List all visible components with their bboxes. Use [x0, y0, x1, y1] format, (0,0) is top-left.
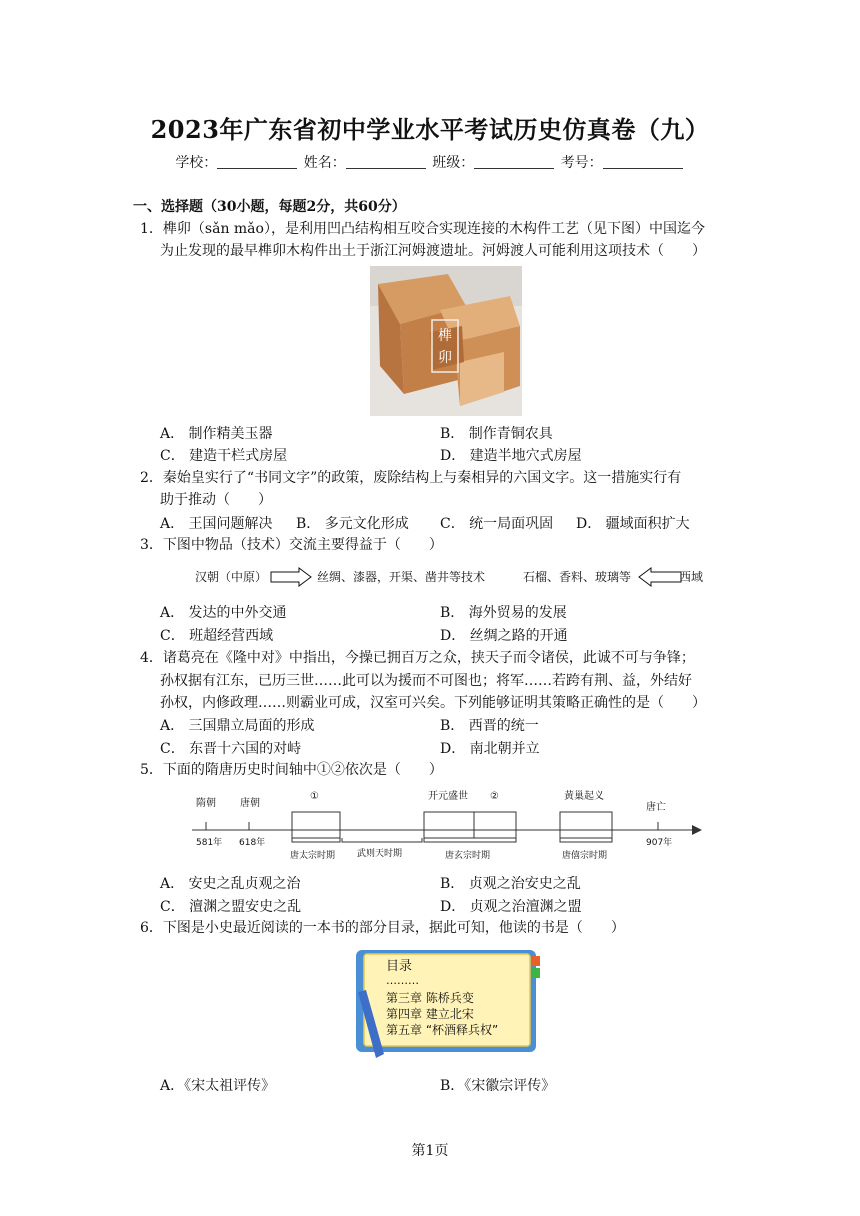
student-info-row	[0, 152, 860, 172]
book-dots: ………	[386, 974, 419, 987]
q6-option-b[interactable]: B．《宋徽宗评传》	[440, 1078, 556, 1094]
timeline-arrow-icon	[692, 825, 702, 835]
class-label: 班级：	[432, 155, 475, 171]
page-number: 第1页	[411, 1143, 449, 1159]
tang-end-label: 唐亡	[646, 802, 666, 813]
q2-option-a[interactable]: A． 王国问题解决	[160, 516, 273, 532]
mortise-caption-2: 卯	[438, 350, 452, 366]
exam-title: 2023年广东省初中学业水平考试历史仿真卷（九）	[150, 115, 710, 144]
book-contents-image	[350, 946, 544, 1060]
q4-option-b[interactable]: B． 西晋的统一	[440, 718, 539, 734]
chapter-4: 第四章 建立北宋	[386, 1007, 474, 1021]
q4-option-a[interactable]: A． 三国鼎立局面的形成	[160, 718, 315, 734]
q3-option-b[interactable]: B． 海外贸易的发展	[440, 605, 567, 621]
mortise-tenon-photo	[370, 266, 522, 416]
chapter-5: 第五章 “杯酒释兵权”	[386, 1023, 499, 1037]
tang-year-label: 618年	[239, 838, 266, 848]
q4-option-d[interactable]: D． 南北朝并立	[440, 741, 540, 757]
q2-option-c[interactable]: C． 统一局面巩固	[440, 516, 554, 532]
q5-option-b[interactable]: B． 贞观之治安史之乱	[440, 876, 581, 892]
q5-option-a[interactable]: A． 安史之乱贞观之治	[160, 876, 301, 892]
sui-tang-timeline	[192, 786, 704, 866]
name-label: 姓名：	[303, 155, 346, 171]
sui-label: 隋朝	[196, 798, 216, 809]
q3-option-d[interactable]: D． 丝绸之路的开通	[440, 628, 568, 644]
school-label: 学校：	[175, 155, 218, 171]
right-arrow-icon	[271, 568, 311, 586]
q4-line1: 4．诸葛亮在《隆中对》中指出，今操已拥百万之众，挟天子而令诸侯，此诚不可与争锋；	[140, 650, 695, 666]
q1-line2: 为止发现的最早榫卯木构件出土于浙江河姆渡遗址。河姆渡人可能利用这项技术（ ）	[160, 243, 706, 259]
name-blank[interactable]	[346, 154, 426, 169]
book-heading: 目录	[386, 959, 413, 974]
end-year-label: 907年	[646, 838, 673, 848]
wuzetian-label: 武则天时期	[357, 849, 403, 859]
xizong-label: 唐僖宗时期	[562, 851, 608, 861]
exam-number-blank[interactable]	[603, 154, 683, 169]
q5-line1: 5．下面的隋唐历史时间轴中①②依次是（ ）	[140, 762, 443, 778]
xuanzong-label: 唐玄宗时期	[445, 851, 491, 861]
q2-option-b[interactable]: B． 多元文化形成	[296, 516, 409, 532]
q3-line1: 3．下图中物品（技术）交流主要得益于（ ）	[140, 537, 443, 553]
school-blank[interactable]	[217, 154, 297, 169]
han-goods-label: 丝绸、漆器，开渠、凿井等技术	[317, 570, 486, 584]
q5-option-c[interactable]: C． 澶渊之盟安史之乱	[160, 899, 302, 915]
sui-year-label: 581年	[196, 838, 223, 848]
q3-option-a[interactable]: A． 发达的中外交通	[160, 605, 287, 621]
exam-number-label: 考号：	[560, 155, 603, 171]
q2-option-d[interactable]: D． 疆域面积扩大	[576, 516, 690, 532]
huangchao-label: 黄巢起义	[564, 791, 604, 802]
q5-option-d[interactable]: D． 贞观之治澶渊之盟	[440, 899, 582, 915]
q1-line1: 1．榫卯（sǎn mǎo），是利用凹凸结构相互咬合实现连接的木构件工艺（见下图）中国迄今	[140, 221, 705, 237]
q1-option-c[interactable]: C． 建造干栏式房屋	[160, 448, 288, 464]
q4-line2: 孙权据有江东，已历三世……此可以为援而不可图也；将军……若跨有荆、益，外结好	[160, 673, 692, 689]
q3-option-c[interactable]: C． 班超经营西域	[160, 628, 274, 644]
kaiyuan-label: 开元盛世	[428, 791, 468, 802]
q2-line1: 2．秦始皇实行了“书同文字”的政策，废除结构上与秦相异的六国文字。这一措施实行有	[140, 470, 682, 486]
taizong-label: 唐太宗时期	[290, 851, 336, 861]
q6-option-a[interactable]: A．《宋太祖评传》	[160, 1078, 276, 1094]
han-origin-label: 汉朝（中原）	[195, 570, 268, 584]
class-blank[interactable]	[474, 154, 554, 169]
left-arrow-icon	[639, 568, 681, 586]
west-goods-label: 石榴、香料、玻璃等	[523, 570, 632, 584]
silk-road-exchange-diagram	[195, 566, 705, 588]
mortise-caption-1: 榫	[438, 328, 452, 344]
q2-line2: 助于推动（ ）	[160, 492, 272, 508]
q1-option-a[interactable]: A． 制作精美玉器	[160, 426, 273, 442]
section-heading: 一、选择题（30小题，每题2分，共60分）	[133, 199, 406, 215]
mark2-label: ②	[490, 791, 499, 802]
q4-line3: 孙权，内修政理……则霸业可成，汉室可兴矣。下列能够证明其策略正确性的是（ ）	[160, 695, 706, 711]
q4-option-c[interactable]: C． 东晋十六国的对峙	[160, 741, 302, 757]
mark1-label: ①	[310, 791, 319, 802]
q1-option-b[interactable]: B． 制作青铜农具	[440, 426, 553, 442]
chapter-3: 第三章 陈桥兵变	[386, 991, 474, 1005]
q1-option-d[interactable]: D． 建造半地穴式房屋	[440, 448, 582, 464]
q6-line1: 6．下图是小史最近阅读的一本书的部分目录，据此可知，他读的书是（ ）	[140, 920, 625, 936]
tang-label: 唐朝	[240, 798, 260, 809]
west-origin-label: 西域	[679, 570, 704, 584]
